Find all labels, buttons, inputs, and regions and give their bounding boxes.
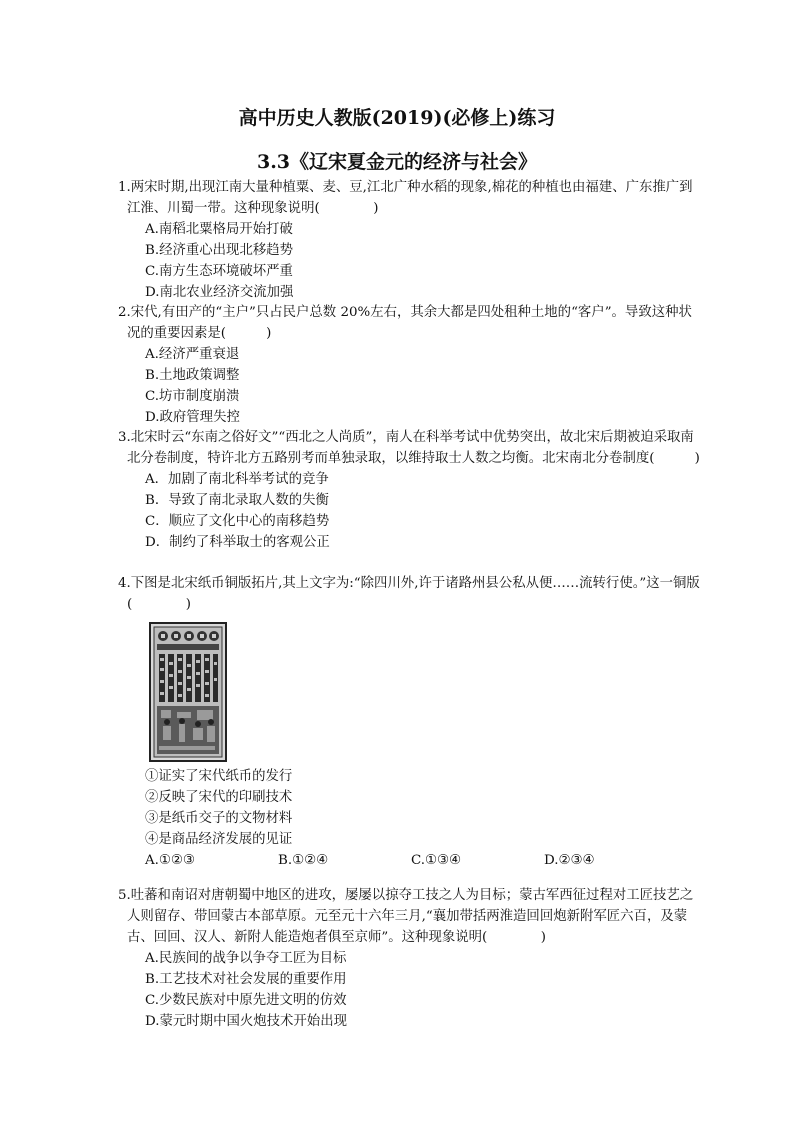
option-c[interactable]: C．顺应了文化中心的南移趋势 [145, 514, 330, 529]
option-b[interactable]: B.经济重心出现北移趋势 [145, 243, 294, 258]
option-a[interactable]: A.①②③ [145, 853, 195, 868]
option-c[interactable]: C.南方生态环境破坏严重 [145, 264, 293, 279]
option-d[interactable]: D.南北农业经济交流加强 [145, 285, 294, 300]
option-d[interactable]: D.②③④ [544, 853, 595, 868]
question-1 [118, 177, 703, 303]
option-a[interactable]: A.民族间的战争以争夺工匠为目标 [145, 951, 347, 966]
option-c[interactable]: C.①③④ [411, 853, 462, 868]
option-c[interactable]: C.坊市制度崩溃 [145, 389, 240, 404]
option-c[interactable]: C.少数民族对中原先进文明的仿效 [145, 993, 347, 1008]
option-d[interactable]: D．制约了科举取士的客观公正 [145, 535, 330, 550]
question-stem: 3.北宋时云“东南之俗好文”“西北之人尚质”，南人在科举考试中优势突出，故北宋后期被迫采取南北分卷制度，特许北方五路别考而单独录取，以维持取士人数之均衡。北宋南北分卷制度( ) [118, 430, 700, 466]
question-5 [118, 885, 703, 1032]
page-subtitle: 3.3《辽宋夏金元的经济与社会》 [256, 151, 538, 173]
option-a[interactable]: A．加剧了南北科举考试的竞争 [145, 472, 329, 487]
option-b[interactable]: B.土地政策调整 [145, 368, 240, 383]
question-stem: 5.吐蕃和南诏对唐朝蜀中地区的进攻，屡屡以掠夺工技之人为目标；蒙古军西征过程对工匠技艺之人则留存、带回蒙古本部草原。元至元十六年三月,“襄加带括两淮造回回炮新附军匠六百，及蒙古、回回、汉人、新附人能造炮者俱至京师”。这种现象说明( ) [118, 888, 694, 945]
option-a[interactable]: A.经济严重衰退 [145, 347, 240, 362]
options-row [118, 850, 703, 871]
option-d[interactable]: D.政府管理失控 [145, 410, 240, 425]
statement-3: ③是纸币交子的文物材料 [145, 811, 293, 826]
question-4 [118, 573, 703, 871]
statement-4: ④是商品经济发展的见证 [145, 832, 293, 847]
question-stem: 1.两宋时期,出现江南大量种植粟、麦、豆,江北广种水稻的现象,棉花的种植也由福建、广东推广到江淮、川蜀一带。这种现象说明( ) [118, 180, 693, 216]
option-d[interactable]: D.蒙元时期中国火炮技术开始出现 [145, 1014, 347, 1029]
option-b[interactable]: B．导致了南北录取人数的失衡 [145, 493, 329, 508]
question-stem: 4.下图是北宋纸币铜版拓片,其上文字为:“除四川外,许于诸路州县公私从便……流转行使。”这一铜版( ) [118, 576, 700, 612]
page-title: 高中历史人教版(2019)(必修上)练习 [238, 107, 556, 129]
statement-1: ①证实了宋代纸币的发行 [145, 769, 293, 784]
banknote-plate-image [149, 622, 227, 762]
statement-2: ②反映了宋代的印刷技术 [145, 790, 293, 805]
question-3 [118, 427, 703, 553]
option-a[interactable]: A.南稻北粟格局开始打破 [145, 222, 293, 237]
option-b[interactable]: B.工艺技术对社会发展的重要作用 [145, 972, 347, 987]
option-b[interactable]: B.①②④ [278, 853, 329, 868]
question-stem: 2.宋代,有田产的“主户”只占民户总数 20%左右，其余大都是四处租种土地的“客户”。导致这种状况的重要因素是( ) [118, 305, 692, 341]
question-2 [118, 302, 703, 428]
